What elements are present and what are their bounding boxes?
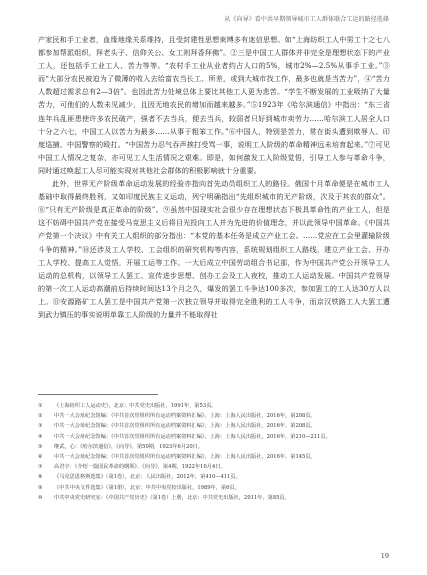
footnote-mark: ⑦: [38, 464, 43, 471]
footnote-mark: ③: [38, 423, 43, 430]
footnote-text: 中共中央党史研究室：《中国共产党历史》（第1卷）上册，北京：中共党史出版社，2011年，第85页。: [54, 494, 290, 501]
footnote-text: 中共一大会址纪念馆编：《中共首次党组织所有运动档案资料汇编》，上海：上海人民出版社，2016年，第208页。: [54, 413, 316, 420]
footnote: [38, 452, 390, 462]
footnote-mark: ②: [38, 413, 43, 420]
footnote-mark: ⑩: [38, 494, 43, 501]
footnote-mark: ①: [38, 403, 43, 409]
footnote-mark: ⑥: [38, 454, 43, 461]
footnote-text: 中共一大会址纪念馆编：《中共首次党组织所有运动档案资料汇编》，上海：上海人民出版社，2016年，第210—211页。: [54, 433, 331, 440]
page-number: 19: [380, 552, 389, 560]
footnote-mark: ⑨: [38, 484, 43, 491]
footnote: [38, 442, 390, 452]
footnote-text: 中共一大会址纪念馆编：《中共首次党组织所有运动档案资料汇编》，上海：上海人民出版社，2016年，第208页。: [54, 423, 316, 430]
footnote: [38, 432, 390, 442]
footnote: [38, 411, 390, 421]
footnotes-list: [38, 401, 390, 503]
footnote-text: 《中共中央文件选集》（第1册），北京：中共中央党校出版社，1989年，第6页。: [54, 484, 240, 491]
running-header: 从《向导》看中共早期领导城市工人群体联合工运的路径选择: [224, 16, 389, 23]
footnote-mark: ⑤: [38, 443, 43, 450]
footnote: [38, 493, 390, 503]
footnote-text: 继武，心：《哈尔滨通信》，《向导》，第50期，1923年6月20日。: [54, 443, 203, 450]
footnote-text: 中共一大会址纪念馆编：《中共首次党组织所有运动档案资料汇编》，上海：上海人民出版社，2016年，第145页。: [54, 454, 316, 461]
footnote-mark: ⑧: [38, 474, 43, 481]
footnote: [38, 421, 390, 431]
footnote-text: 《上海纺织工人运动史》，北京：中共党史出版社，1991年，第53页。: [54, 403, 217, 409]
footnote-mark: ④: [38, 433, 43, 440]
footnote: [38, 462, 390, 472]
footnote: [38, 483, 390, 493]
footnote-text: 高君宇：《介绍一篇国民革命的纲领》，《向导》，第4期，1922年10月4日。: [54, 464, 226, 471]
body-text: [38, 33, 390, 321]
paragraph: 产家民和手工业者，血缘地缘关系维持，且受封建性思想束缚多有迷信思想。如“上海纺织工人中男工十之七八都参加帮派组织，拜老头子、信仰关公、女工则拜香拜佛”。②三是中国工人群体并非完全是理想状态下的产业工人，还包括手工业工人、苦力等等。“农村手工业从业者约占人口的5%，城市2%—2.5%从事手工业。”③而“大部分农民被迫为了微薄的收入去给富农当长工、所差，或到大城市找工作，最多也就是当苦力”，④“苦力人数超过需求总有2—3倍”。也因此苦力处境总体上要比其他工人更为悲苦。“学生不断发展的工业吸纳了大量苦力，可他们的人数未见减少，且因无地农民的增加而越来越多。”⑤1923年《哈尔滨通信》中指出：“东三省连年兵乱匪患使许多农民破产，强者不去当兵，便去当兵，较弱者只好到城市卖劳力……哈尔滨工人居全人口十分之六七，中国工人以苦力为最多……从事于粗笨工作。”⑥中国人，特别是苦力，常在街头遭到欺辱人、印度巡捕、中国警察的殴打。“中国苦力忍气吞声挨打受骂一事，说明工人阶级的革命精神远未培育起来。”⑦可见中国工人情况之复杂，亦可见工人生活情况之艰难。即是，如何激发工人阶级觉悟，引导工人参与革命斗争，同时通过唤起工人尽可能实现对其他社会群体的积极影响就十分重要。: [38, 35, 390, 175]
footnote: [38, 401, 390, 411]
footnote: [38, 472, 390, 482]
footnote-divider: [38, 394, 158, 395]
footnote-text: 《马克思恩格斯选集》（第1卷），北京：人民出版社，2012年，第410—411页。: [54, 474, 241, 481]
paragraph: 此外，世界无产阶级革命运动发展的经验亦指向首先动员组织工人的路径。俄国十月革命便是在城市工人基础中取得最终胜利，又如印度民族主义运动，列宁明确指出“先组织城市的无产阶级，次及于其农的群众”。⑧“只有无产阶级是真正革命的阶级”。⑨虽然中国现实社会很少存在理想状态下极具革命性的产业工人，但是这不妨碍中国共产党在接受马克思主义后将目光投向工人并为先进的价值理念，并以此领导中国革命。《中国共产党第一个决议》中有关工人组织的部分指出：“本党的基本任务是成立产业工会。……党应在工会里灌输阶级斗争的精神。”⑩还涉及工人学校、工会组织的研究机构等内容，系统规划组织工人路线，建立产业工会、开办工人学校、提高工人觉悟，开展工运等工作。一大后成立中国劳动组合书记部，作为中国共产党公开领导工人运动的总机构，以领导工人罢工、宣传进步思想、创办工会及工人夜校，推动工人运动发展。中国共产党领导的第一次工人运动高潮前后持续时间达13个月之久，爆发的罢工斗争达100多次，参加罢工的工人达30万人以上。⑪安源路矿工人罢工是中国共产党第一次独立领导并取得完全胜利的工人斗争，而京汉铁路工人大罢工遭到武力镇压的事实说明单靠工人阶级的力量并不能取得社: [38, 179, 390, 319]
